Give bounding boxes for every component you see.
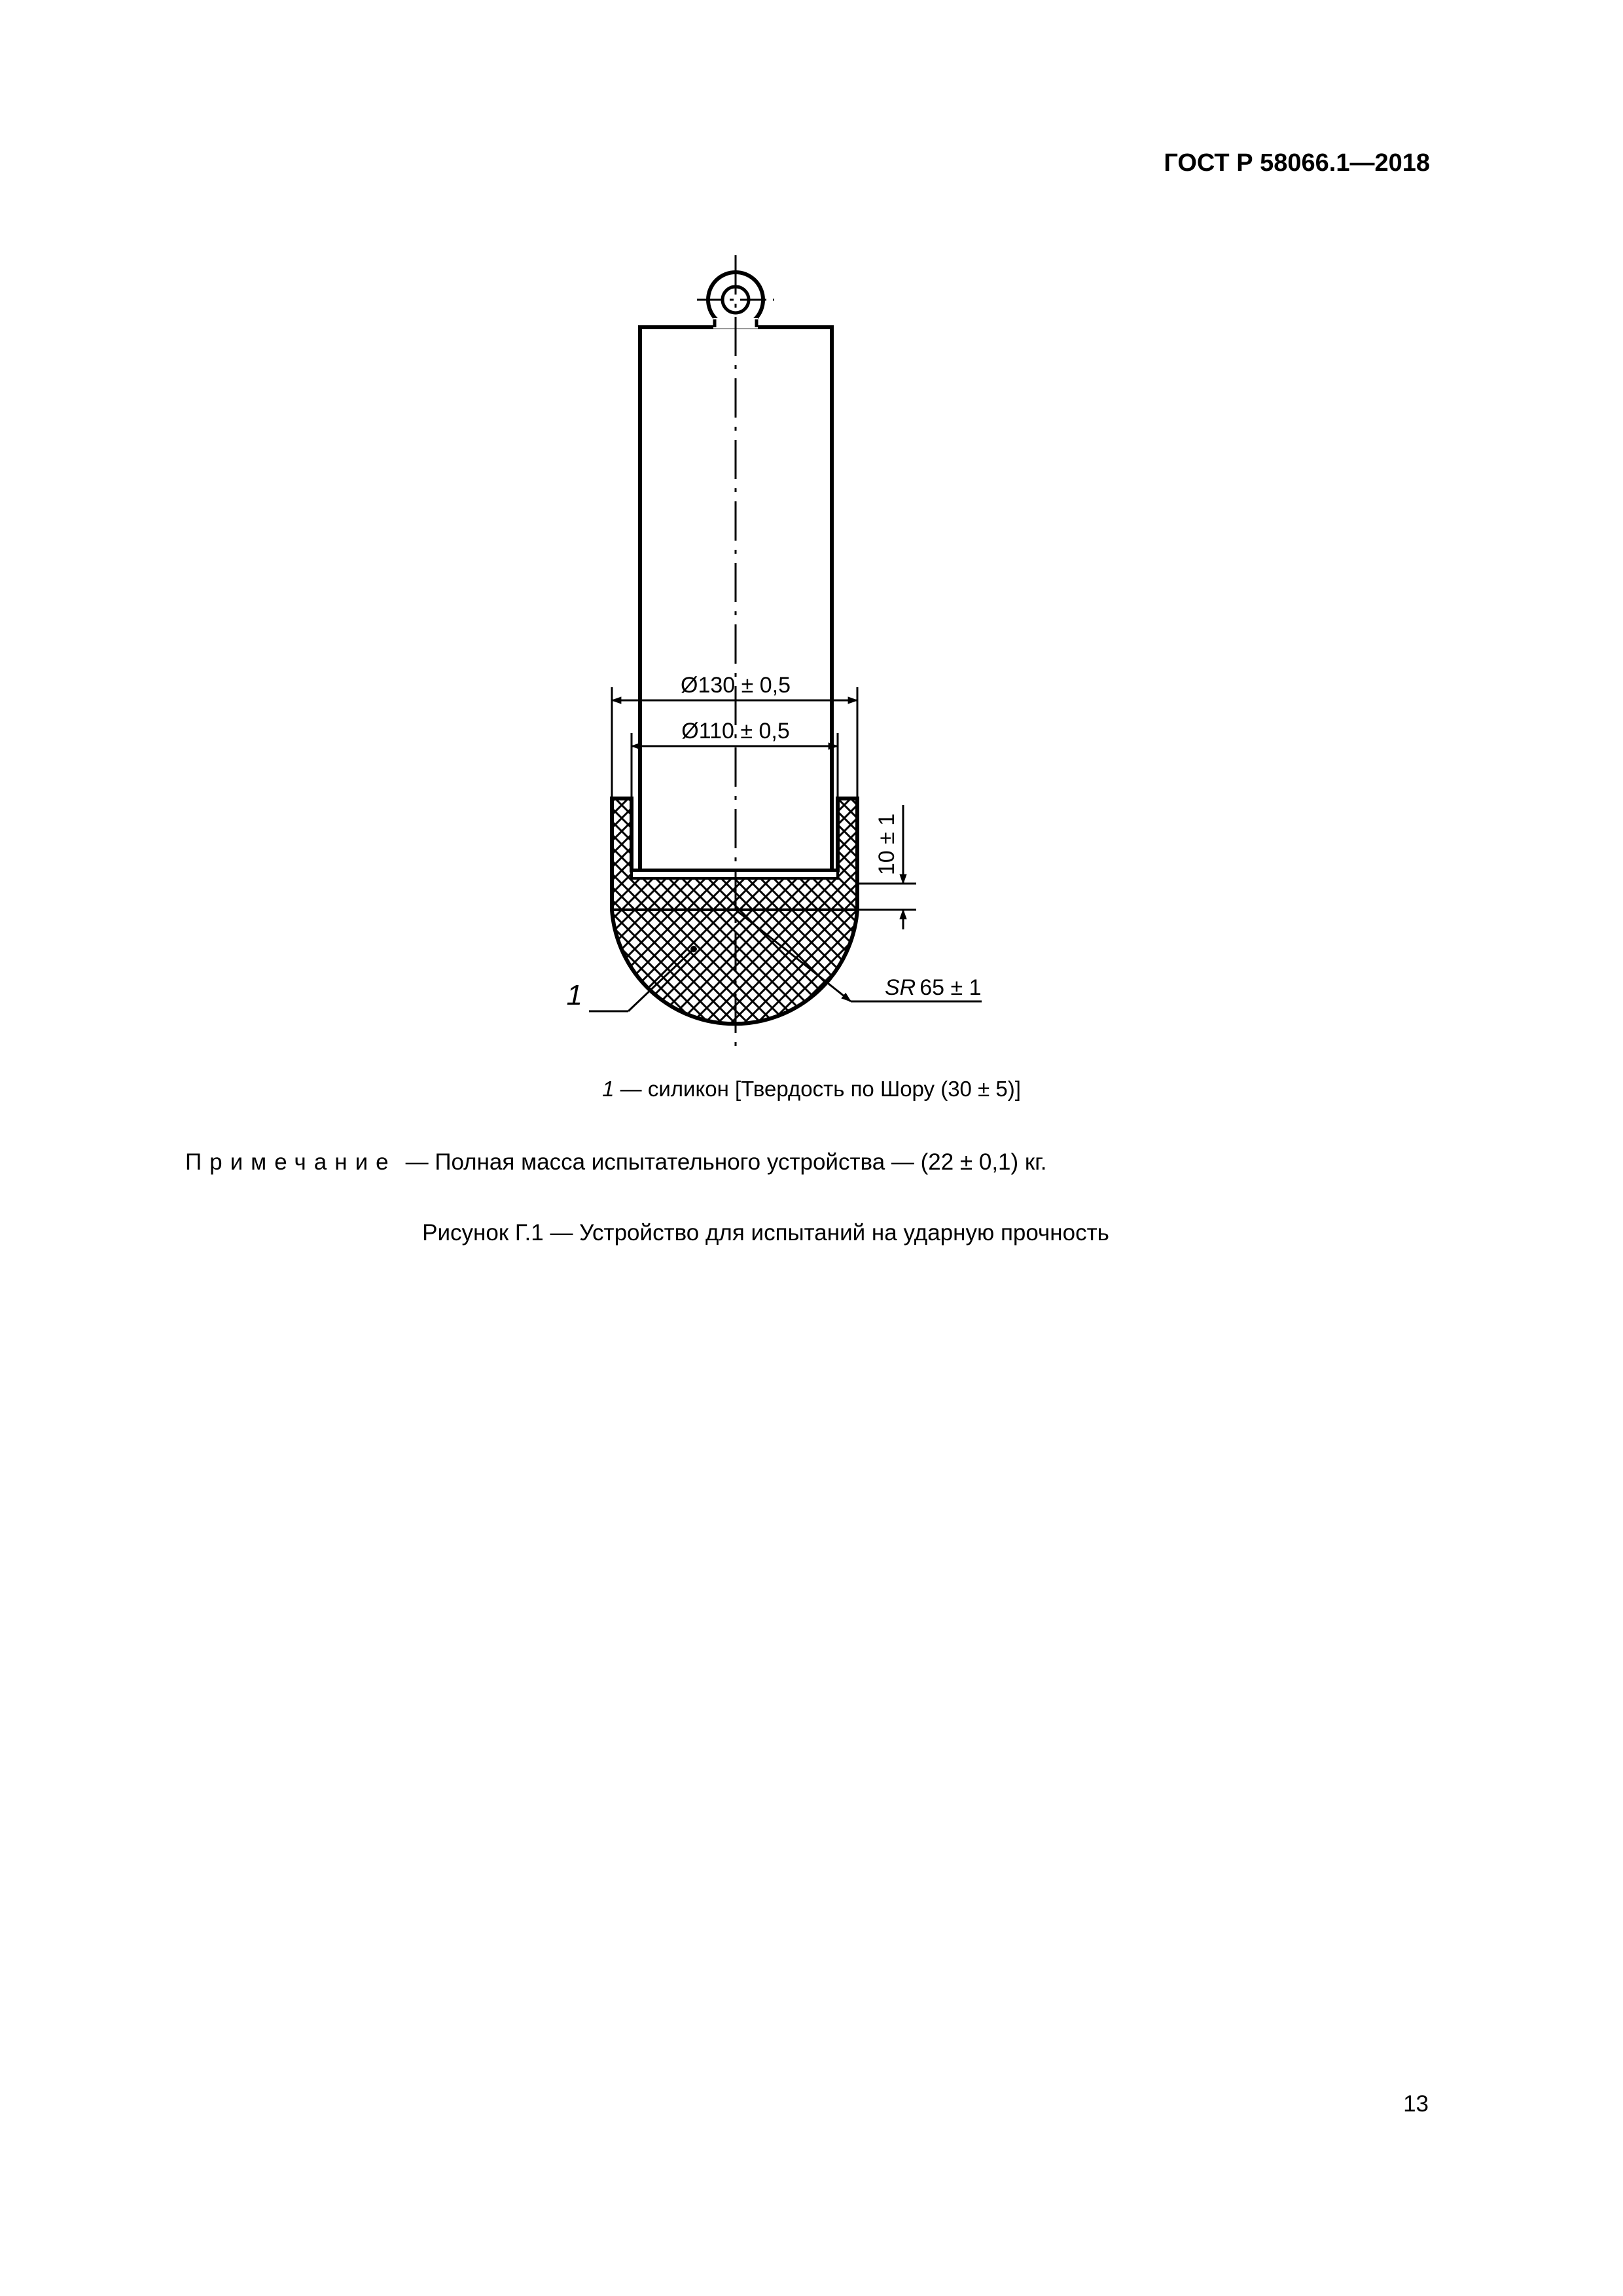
note-text: — Полная масса испытательного устройства — (22 ± 0,1) кг. [405, 1149, 1047, 1175]
figure-legend: 1 — силикон [Твердость по Шору (30 ± 5)] [602, 1077, 1021, 1101]
dim-outer-diameter: Ø130 ± 0,5 [681, 673, 791, 698]
note [185, 1149, 1046, 1175]
note-label: Примечание [185, 1149, 397, 1175]
impact-device-drawing [0, 0, 1623, 1113]
dim-radius: SR 65 ± 1 [885, 975, 982, 1000]
document-header: ГОСТ Р 58066.1—2018 [1164, 149, 1430, 177]
figure-caption: Рисунок Г.1 — Устройство для испытаний на ударную прочность [422, 1220, 1109, 1246]
dim-inner-diameter: Ø110 ± 0,5 [681, 719, 790, 744]
callout-number: 1 [566, 979, 582, 1011]
page-number: 13 [1403, 2091, 1429, 2117]
dim-height: 10 ± 1 [874, 813, 899, 876]
